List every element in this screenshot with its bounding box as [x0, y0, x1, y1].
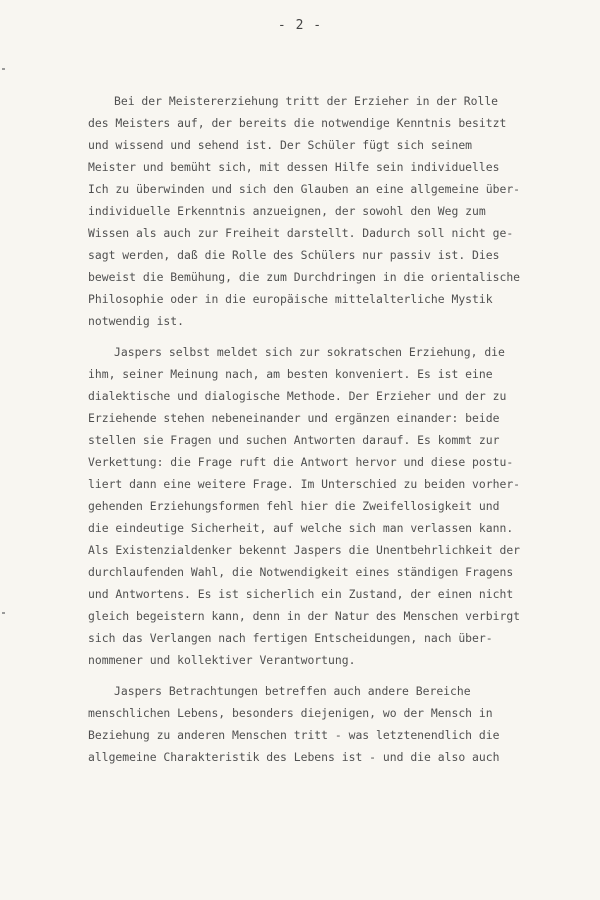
text-line: die eindeutige Sicherheit, auf welche sich man verlassen kann.	[88, 521, 514, 535]
text-line: liert dann eine weitere Frage. Im Unterschied zu beiden vorher-	[88, 477, 521, 491]
text-line: Philosophie oder in die europäische mittelalterliche Mystik	[88, 292, 493, 306]
text-line: sagt werden, daß die Rolle des Schülers nur passiv ist. Dies	[88, 248, 500, 262]
text-line: des Meisters auf, der bereits die notwendige Kenntnis besitzt	[88, 116, 507, 130]
text-line: dialektische und dialogische Methode. Der Erzieher und der zu	[88, 389, 507, 403]
text-line: durchlaufenden Wahl, die Notwendigkeit eines ständigen Fragens	[88, 565, 514, 579]
text-line: Als Existenzialdenker bekennt Jaspers die Unentbehrlichkeit der	[88, 543, 521, 557]
text-line: Ich zu überwinden und sich den Glauben an eine allgemeine über-	[88, 182, 521, 196]
paragraph	[88, 90, 588, 332]
text-line: Meister und bemüht sich, mit dessen Hilfe sein individuelles	[88, 160, 500, 174]
text-line: Bei der Meistererziehung tritt der Erzieher in der Rolle	[114, 94, 499, 108]
text-line: stellen sie Fragen und suchen Antworten darauf. Es kommt zur	[88, 433, 500, 447]
text-line: Jaspers selbst meldet sich zur sokratschen Erziehung, die	[114, 345, 505, 359]
margin-mark	[2, 612, 5, 614]
text-line: nommener und kollektiver Verantwortung.	[88, 653, 356, 667]
text-line: Erziehende stehen nebeneinander und ergänzen einander: beide	[88, 411, 500, 425]
document-body	[88, 90, 588, 777]
text-line: Wissen als auch zur Freiheit darstellt. Dadurch soll nicht ge-	[88, 226, 514, 240]
text-line: notwendig ist.	[88, 314, 185, 328]
text-line: Jaspers Betrachtungen betreffen auch andere Bereiche	[114, 684, 471, 698]
text-line: ihm, seiner Meinung nach, am besten konveniert. Es ist eine	[88, 367, 493, 381]
text-line: Beziehung zu anderen Menschen tritt - was letztenendlich die	[88, 728, 500, 742]
text-line: individuelle Erkenntnis anzueignen, der sowohl den Weg zum	[88, 204, 486, 218]
margin-mark	[2, 68, 5, 70]
text-line: gleich begeistern kann, denn in der Natur des Menschen verbirgt	[88, 609, 521, 623]
text-line: sich das Verlangen nach fertigen Entscheidungen, nach über-	[88, 631, 493, 645]
text-line: menschlichen Lebens, besonders diejenigen, wo der Mensch in	[88, 706, 493, 720]
text-line: gehenden Erziehungsformen fehl hier die Zweifellosigkeit und	[88, 499, 500, 513]
page-number: - 2 -	[277, 18, 323, 33]
paragraph	[88, 341, 588, 671]
text-line: und wissend und sehend ist. Der Schüler fügt sich seinem	[88, 138, 473, 152]
text-line: Verkettung: die Frage ruft die Antwort hervor und diese postu-	[88, 455, 514, 469]
paragraph	[88, 680, 588, 768]
text-line: allgemeine Charakteristik des Lebens ist - und die also auch	[88, 750, 500, 764]
text-line: beweist die Bemühung, die zum Durchdringen in die orientalische	[88, 270, 521, 284]
text-line: und Antwortens. Es ist sicherlich ein Zustand, der einen nicht	[88, 587, 514, 601]
